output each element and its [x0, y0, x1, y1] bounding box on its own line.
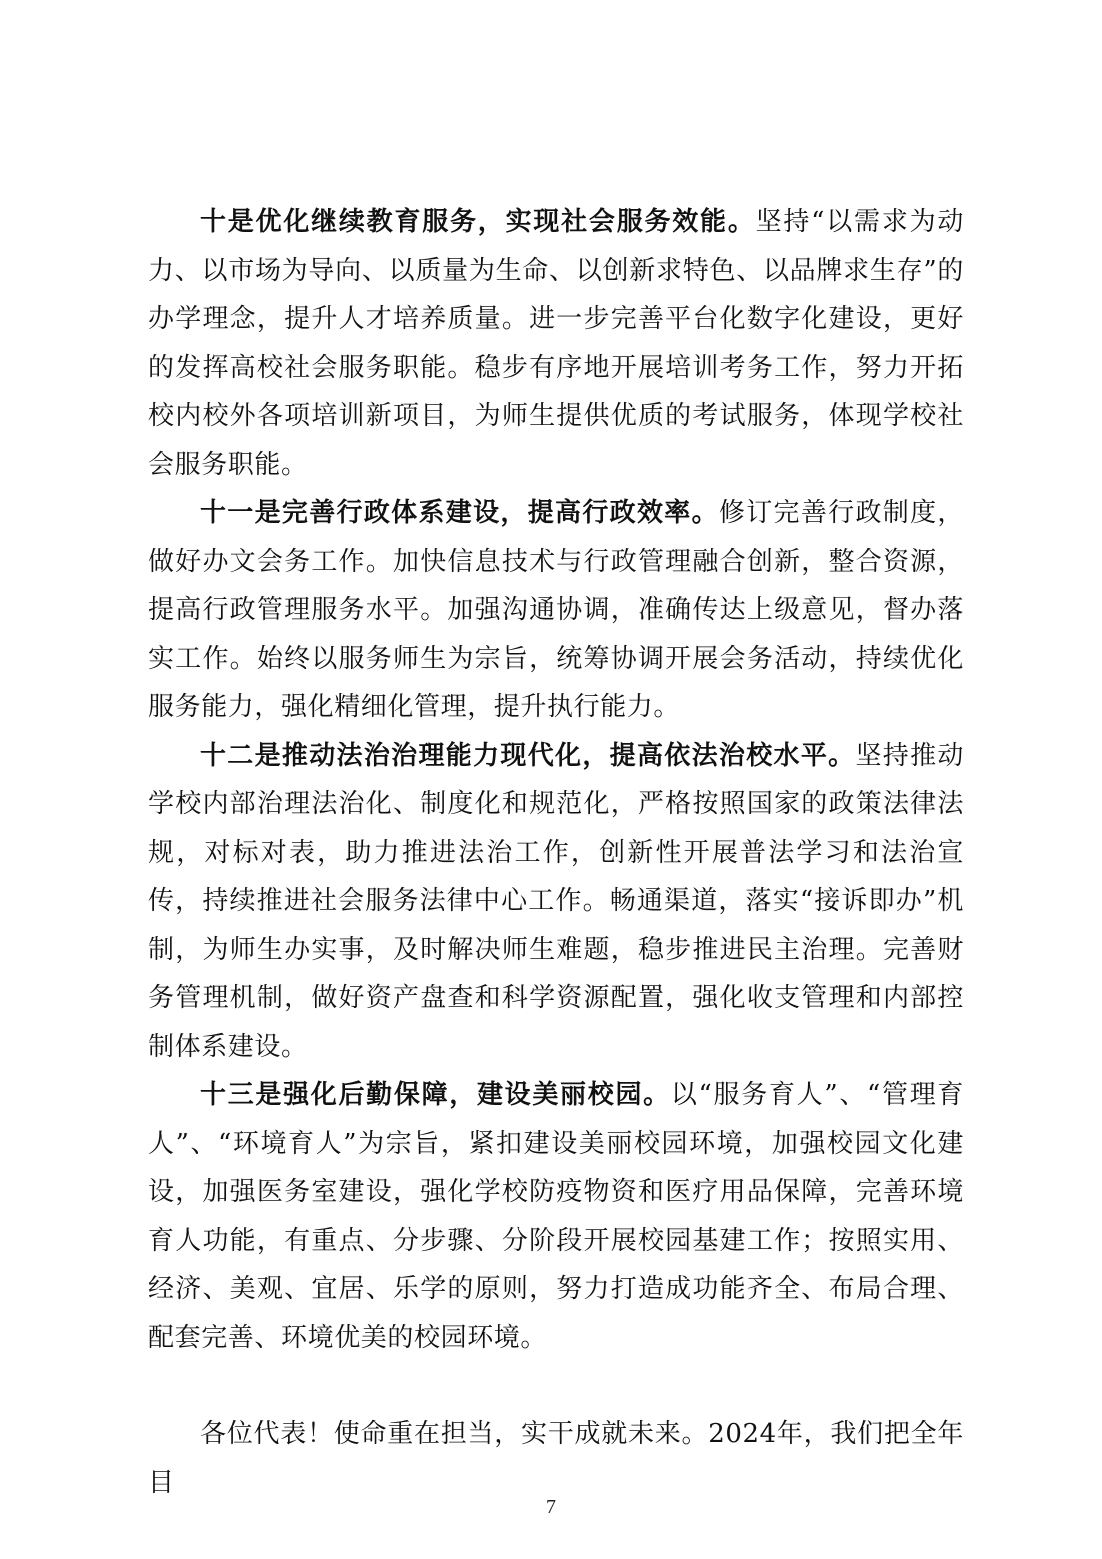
paragraph-logistics	[148, 1071, 964, 1362]
paragraph-administration	[148, 489, 964, 732]
paragraph-closing: 各位代表！使命重在担当，实干成就未来。2024年，我们把全年目	[148, 1419, 964, 1498]
paragraph-body: 修订完善行政制度，做好办文会务工作。加快信息技术与行政管理融合创新，整合资源，提高行政管理服务水平。加强沟通协调，准确传达上级意见，督办落实工作。始终以服务师生为宗旨，统筹协调开展会务活动，持续优化服务能力，强化精细化管理，提升执行能力。	[148, 498, 964, 722]
paragraph-rule-of-law	[148, 732, 964, 1072]
paragraph-heading: 十三是强化后勤保障，建设美丽校园。	[200, 1080, 671, 1110]
document-page	[148, 198, 964, 1507]
paragraph-body: 坚持推动学校内部治理法治化、制度化和规范化，严格按照国家的政策法律法规，对标对表，助力推进法治工作，创新性开展普法学习和法治宣传，持续推进社会服务法律中心工作。畅通渠道，落实“接诉即办”机制，为师生办实事，及时解决师生难题，稳步推进民主治理。完善财务管理机制，做好资产盘查和科学资源配置，强化收支管理和内部控制体系建设。	[148, 740, 965, 1062]
page-number: 7	[546, 1496, 556, 1518]
paragraph-heading: 十是优化继续教育服务，实现社会服务效能。	[200, 207, 756, 237]
paragraph-heading: 十一是完善行政体系建设，提高行政效率。	[200, 498, 719, 528]
paragraph-continuing-education	[148, 198, 964, 489]
paragraph-body: 坚持“以需求为动力、以市场为导向、以质量为生命、以创新求特色、以品牌求生存”的办学理念，提升人才培养质量。进一步完善平台化数字化建设，更好的发挥高校社会服务职能。稳步有序地开展培训考务工作，努力开拓校内校外各项培训新项目，为师生提供优质的考试服务，体现学校社会服务职能。	[148, 207, 964, 480]
paragraph-body: 以“服务育人”、“管理育人”、“环境育人”为宗旨，紧扣建设美丽校园环境，加强校园文化建设，加强医务室建设，强化学校防疫物资和医疗用品保障，完善环境育人功能，有重点、分步骤、分阶段开展校园基建工作；按照实用、经济、美观、宜居、乐学的原则，努力打造成功能齐全、布局合理、配套完善、环境优美的校园环境。	[148, 1080, 965, 1353]
paragraph-heading: 十二是推动法治治理能力现代化，提高依法治校水平。	[200, 740, 856, 771]
